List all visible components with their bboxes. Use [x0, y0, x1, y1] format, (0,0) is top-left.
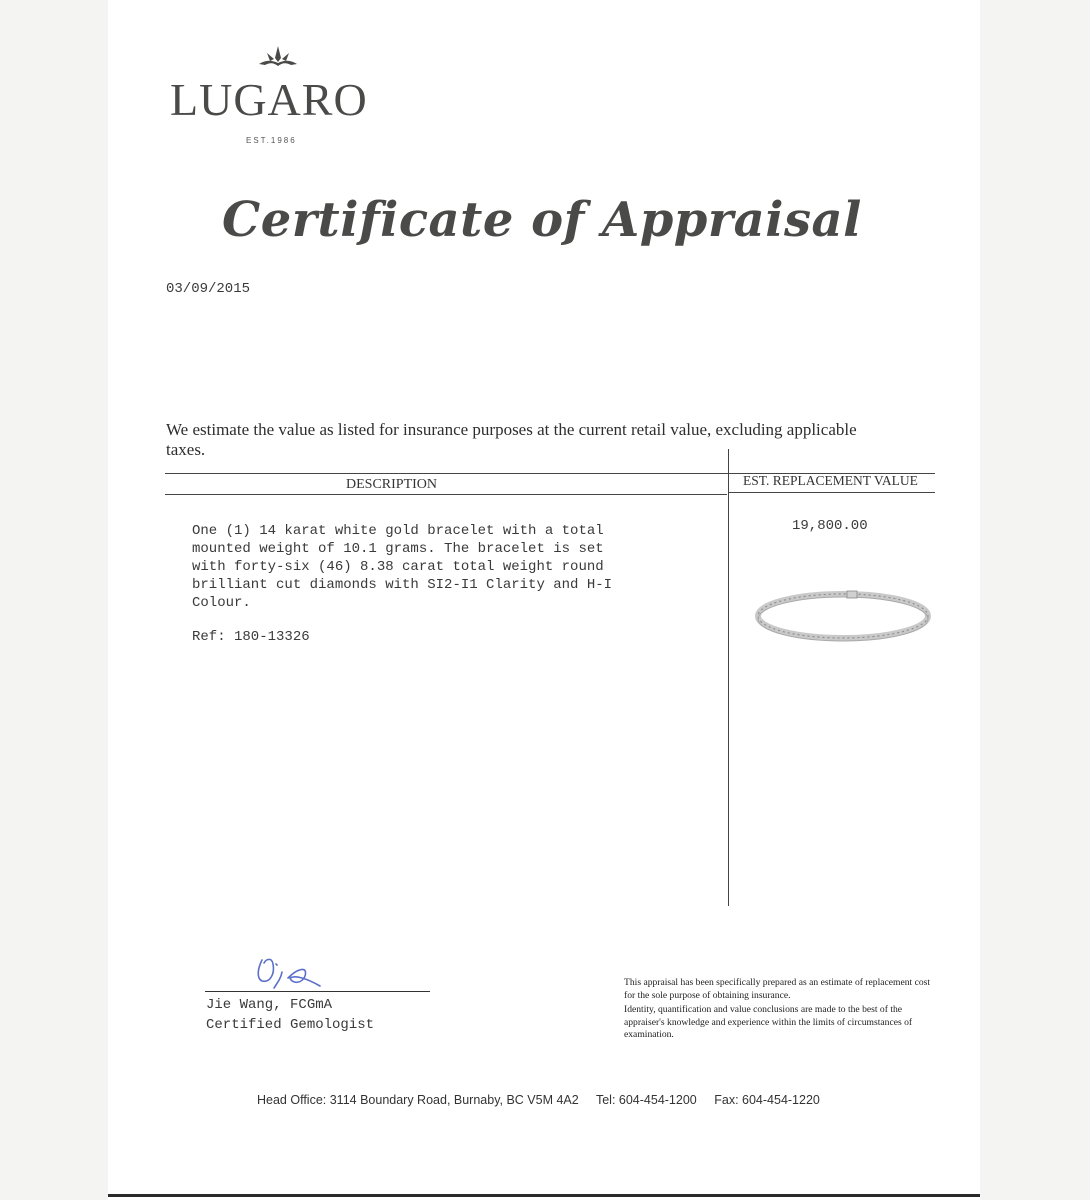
crown-icon	[258, 44, 298, 68]
appraiser-name: Jie Wang, FCGmA	[206, 997, 333, 1013]
footer-contact	[257, 1093, 877, 1107]
bracelet-photo	[753, 586, 933, 648]
intro-statement: We estimate the value as listed for insurance purposes at the current retail value, excluding applicable taxes.	[166, 420, 857, 459]
item-reference: Ref: 180-13326	[192, 629, 310, 645]
footer-phone: Tel: 604-454-1200	[595, 1093, 697, 1107]
brand-logo: LUGARO	[170, 74, 368, 125]
brand-established: EST.1986	[246, 136, 297, 145]
table-header-rule-right	[728, 492, 935, 493]
disclaimer-purpose: This appraisal has been specifically prepared as an estimate of replacement cost for the sole purpose of obtaining insurance.	[624, 977, 931, 1001]
column-header-value: EST. REPLACEMENT VALUE	[743, 473, 918, 488]
document-date: 03/09/2015	[166, 281, 251, 297]
disclaimer-limits: Identity, quantification and value conclusions are made to the best of the appraiser's knowledge and experience within the limits of circumstances of examination.	[624, 1004, 913, 1040]
item-description: One (1) 14 karat white gold bracelet with a total mounted weight of 10.1 grams. The bracelet is set with forty-six (46) 8.38 carat total weight round brilliant cut diamonds with SI2-I1 Clarity and H-I Colour.	[192, 523, 613, 611]
appraiser-title: Certified Gemologist	[206, 1017, 375, 1033]
footer-fax: Fax: 604-454-1220	[714, 1093, 820, 1107]
appraiser-block	[206, 995, 374, 1035]
signature-line	[205, 991, 430, 992]
table-column-divider	[728, 449, 729, 906]
column-header-description: DESCRIPTION	[346, 477, 438, 492]
page-bottom-rule	[108, 1194, 980, 1197]
appraiser-signature	[248, 950, 333, 995]
document-title: Certificate of Appraisal	[222, 192, 862, 248]
item-value: 19,800.00	[792, 518, 868, 534]
table-header-rule	[165, 494, 727, 495]
disclaimer	[624, 977, 934, 1044]
footer-address: Head Office: 3114 Boundary Road, Burnaby, BC V5M 4A2	[257, 1093, 579, 1107]
